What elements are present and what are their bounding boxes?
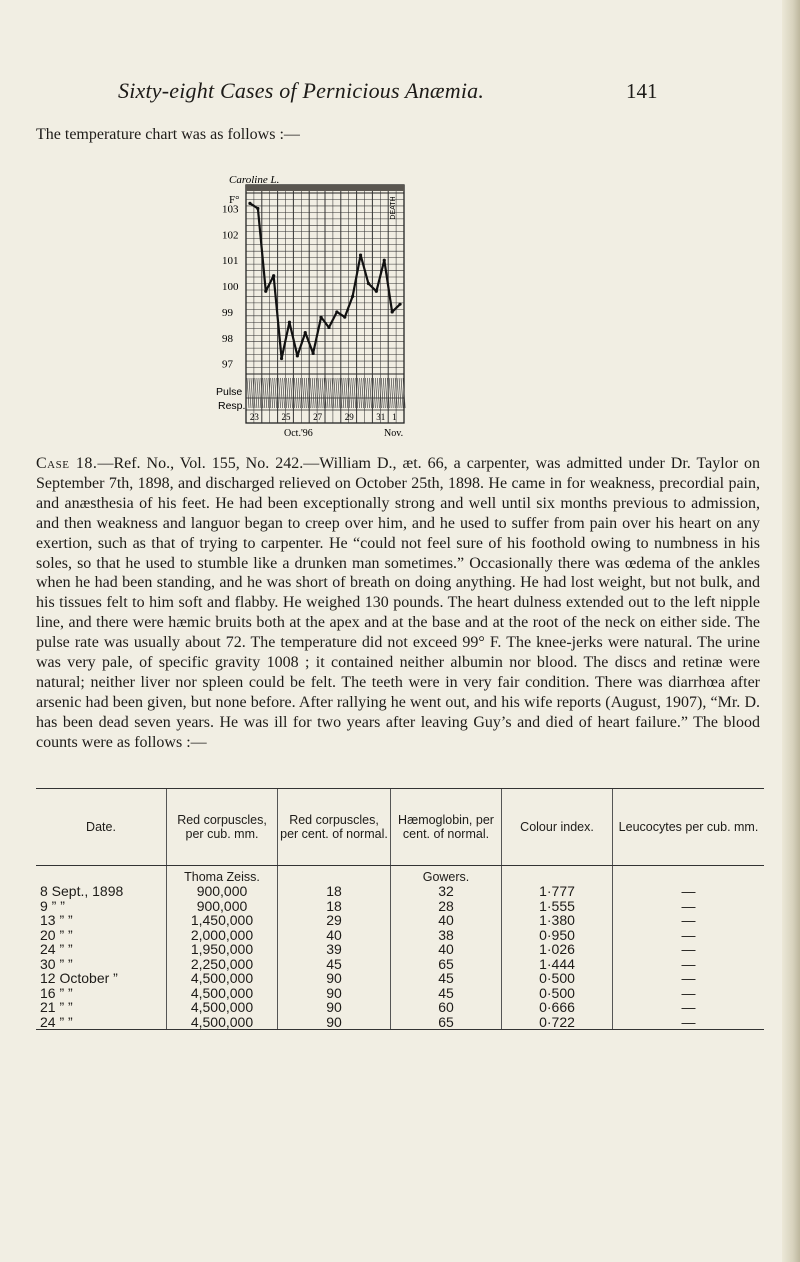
cell-haemoglobin: 28 <box>391 899 502 914</box>
cell-colour-index: 0·500 <box>502 986 613 1001</box>
pulse-resp-mark <box>249 378 251 408</box>
temperature-point <box>367 282 370 285</box>
header-date: Date. <box>36 789 167 866</box>
temperature-point <box>351 295 354 298</box>
resp-label: Resp. <box>218 400 246 412</box>
cell-date: 24 ” ” <box>36 1015 167 1030</box>
pulse-resp-mark <box>346 378 348 408</box>
cell-red-corpuscles: 900,000 <box>167 899 278 914</box>
pulse-resp-mark <box>377 378 379 408</box>
pulse-resp-mark <box>370 378 372 408</box>
cell-leucocytes: — <box>613 971 765 986</box>
pulse-resp-mark <box>257 378 259 408</box>
pulse-resp-mark <box>334 378 336 408</box>
pulse-resp-mark <box>289 378 291 408</box>
pulse-resp-mark <box>352 378 354 408</box>
sub-thoma: Thoma Zeiss. <box>167 866 278 885</box>
pulse-resp-mark <box>322 378 324 408</box>
temperature-point <box>398 303 401 306</box>
pulse-resp-mark <box>251 378 253 408</box>
cell-leucocytes: — <box>613 986 765 1001</box>
header-red-percent: Red corpuscles, per cent. of normal. <box>278 789 391 866</box>
pulse-resp-mark <box>389 378 391 408</box>
pulse-resp-mark <box>314 378 316 408</box>
date-label: 29 <box>344 412 354 422</box>
pulse-resp-mark <box>296 378 298 408</box>
cell-red-percent: 90 <box>278 971 391 986</box>
cell-red-corpuscles: 4,500,000 <box>167 1000 278 1015</box>
temperature-chart-area <box>0 0 800 500</box>
table-row <box>36 913 764 928</box>
cell-leucocytes: — <box>613 899 765 914</box>
cell-colour-index: 0·722 <box>502 1015 613 1030</box>
cell-haemoglobin: 38 <box>391 928 502 943</box>
cell-red-corpuscles: 4,500,000 <box>167 971 278 986</box>
pulse-resp-mark <box>336 378 338 408</box>
cell-red-corpuscles: 1,450,000 <box>167 913 278 928</box>
pulse-resp-mark <box>358 378 360 408</box>
pulse-resp-mark <box>318 378 320 408</box>
cell-colour-index: 1·026 <box>502 942 613 957</box>
cell-red-corpuscles: 1,950,000 <box>167 942 278 957</box>
table-row <box>36 957 764 972</box>
pulse-resp-mark <box>247 378 249 408</box>
cell-leucocytes: — <box>613 928 765 943</box>
pulse-resp-mark <box>271 378 273 408</box>
pulse-resp-mark <box>397 378 399 408</box>
pulse-resp-mark <box>328 378 330 408</box>
pulse-resp-mark <box>283 378 285 408</box>
cell-leucocytes: — <box>613 913 765 928</box>
pulse-resp-mark <box>375 378 377 408</box>
date-label: 31 <box>376 412 386 422</box>
temperature-point <box>359 253 362 256</box>
cell-red-percent: 90 <box>278 1000 391 1015</box>
y-tick-label: 103 <box>222 203 239 216</box>
month-label: Oct.'96 <box>284 428 313 439</box>
page-number: 141 <box>626 79 658 103</box>
cell-haemoglobin: 65 <box>391 1015 502 1030</box>
y-tick-label: 98 <box>222 332 233 345</box>
cell-red-percent: 90 <box>278 1015 391 1030</box>
pulse-resp-mark <box>302 378 304 408</box>
pulse-resp-mark <box>401 378 403 408</box>
pulse-resp-mark <box>275 378 277 408</box>
cell-colour-index: 1·777 <box>502 884 613 899</box>
cell-leucocytes: — <box>613 957 765 972</box>
chart-grid <box>246 185 405 423</box>
cell-haemoglobin: 45 <box>391 986 502 1001</box>
temperature-point <box>343 316 346 319</box>
case-description <box>36 454 760 753</box>
table-row <box>36 1000 764 1015</box>
cell-colour-index: 0·666 <box>502 1000 613 1015</box>
sub-red-percent <box>278 866 391 885</box>
cell-red-percent: 45 <box>278 957 391 972</box>
table-row <box>36 986 764 1001</box>
pulse-resp-mark <box>393 378 395 408</box>
cell-colour-index: 0·500 <box>502 971 613 986</box>
y-tick-label: 102 <box>222 229 239 242</box>
temperature-point <box>264 290 267 293</box>
temperature-point <box>335 310 338 313</box>
date-label: 23 <box>249 412 259 422</box>
temperature-point <box>375 290 378 293</box>
cell-date: 12 October ” <box>40 970 118 986</box>
temperature-point <box>272 274 275 277</box>
pulse-resp-mark <box>368 378 370 408</box>
cell-red-percent: 18 <box>278 899 391 914</box>
cell-red-corpuscles: 2,000,000 <box>167 928 278 943</box>
month-label: Nov. <box>384 428 404 439</box>
cell-date: 24 ” ” <box>40 941 73 957</box>
sub-colour <box>502 866 613 885</box>
temperature-point <box>248 202 251 205</box>
temperature-point <box>296 354 299 357</box>
pulse-label: Pulse <box>216 386 243 398</box>
cell-leucocytes: — <box>613 942 765 957</box>
pulse-resp-mark <box>304 378 306 408</box>
pulse-resp-mark <box>287 378 289 408</box>
header-red-corpuscles: Red corpuscles, per cub. mm. <box>167 789 278 866</box>
cell-date: 30 ” ” <box>40 955 73 972</box>
pulse-resp-mark <box>294 378 296 408</box>
table-row <box>36 971 764 986</box>
pulse-resp-mark <box>298 378 300 408</box>
pulse-resp-mark <box>373 378 375 408</box>
death-label: DEATH <box>390 196 397 220</box>
temperature-point <box>304 331 307 334</box>
sub-gowers: Gowers. <box>391 866 502 885</box>
cell-date: 8 Sept., 1898 <box>40 883 124 899</box>
cell-date: 16 ” ” <box>40 984 73 1001</box>
pulse-resp-mark <box>306 378 308 408</box>
cell-colour-index: 1·380 <box>502 913 613 928</box>
temperature-point <box>327 326 330 329</box>
pulse-resp-mark <box>281 378 283 408</box>
cell-colour-index: 0·950 <box>502 928 613 943</box>
pulse-resp-mark <box>267 378 269 408</box>
cell-leucocytes: — <box>613 1000 765 1015</box>
date-label: 27 <box>313 412 323 422</box>
cell-red-percent: 40 <box>278 928 391 943</box>
cell-date: 21 ” ” <box>40 999 73 1015</box>
cell-red-percent: 18 <box>278 884 391 899</box>
cell-leucocytes: — <box>613 884 765 899</box>
intro-sentence: The temperature chart was as follows :— <box>36 126 300 143</box>
pulse-resp-mark <box>350 378 352 408</box>
temperature-point <box>383 259 386 262</box>
blood-count-table <box>36 788 764 1030</box>
pulse-resp-mark <box>259 378 261 408</box>
pulse-resp-mark <box>263 378 265 408</box>
chart-author: Caroline L. <box>229 174 280 186</box>
cell-date: 20 ” ” <box>40 926 73 943</box>
pulse-resp-mark <box>265 378 267 408</box>
table-row <box>36 928 764 943</box>
cell-red-percent: 29 <box>278 913 391 928</box>
y-tick-label: 97 <box>222 358 233 371</box>
pulse-resp-mark <box>330 378 332 408</box>
pulse-resp-mark <box>354 378 356 408</box>
running-title: Sixty-eight Cases of Pernicious Anæmia. <box>118 78 485 103</box>
pulse-resp-mark <box>366 378 368 408</box>
pulse-resp-mark <box>360 378 362 408</box>
pulse-resp-mark <box>342 378 344 408</box>
case-label: Case 18. <box>36 455 98 472</box>
pulse-resp-mark <box>338 378 340 408</box>
y-unit-label: F° <box>229 194 240 206</box>
table-row <box>36 1015 764 1030</box>
pulse-resp-mark <box>344 378 346 408</box>
header-haemoglobin: Hæmoglobin, per cent. of normal. <box>391 789 502 866</box>
cell-haemoglobin: 40 <box>391 913 502 928</box>
cell-leucocytes: — <box>613 1015 765 1030</box>
header-colour-index: Colour index. <box>502 789 613 866</box>
pulse-resp-mark <box>326 378 328 408</box>
pulse-resp-mark <box>381 378 383 408</box>
cell-date: 13 ” ” <box>40 912 73 928</box>
cell-red-corpuscles: 4,500,000 <box>167 1015 278 1030</box>
table-row <box>36 899 764 914</box>
sub-date <box>36 866 167 885</box>
table-row <box>36 884 764 899</box>
cell-colour-index: 1·555 <box>502 899 613 914</box>
pulse-resp-mark <box>399 378 401 408</box>
date-label: 25 <box>281 412 291 422</box>
cell-red-corpuscles: 2,250,000 <box>167 957 278 972</box>
pulse-resp-mark <box>385 378 387 408</box>
table-subheader-row <box>36 866 764 885</box>
pulse-resp-mark <box>383 378 385 408</box>
sub-leucocytes <box>613 866 765 885</box>
pulse-resp-mark <box>312 378 314 408</box>
pulse-resp-mark <box>291 378 293 408</box>
pulse-resp-mark <box>279 378 281 408</box>
temperature-chart <box>0 0 800 500</box>
table-header-row <box>36 789 764 866</box>
pulse-resp-mark <box>362 378 364 408</box>
temperature-point <box>280 357 283 360</box>
cell-colour-index: 1·444 <box>502 957 613 972</box>
pulse-resp-mark <box>273 378 275 408</box>
cell-red-percent: 39 <box>278 942 391 957</box>
cell-date: 9 ” ” <box>40 897 65 914</box>
pulse-resp-mark <box>320 378 322 408</box>
table-body <box>36 866 764 1030</box>
cell-haemoglobin: 45 <box>391 971 502 986</box>
date-label: 1 <box>392 412 397 422</box>
cell-haemoglobin: 60 <box>391 1000 502 1015</box>
temperature-point <box>312 352 315 355</box>
temperature-point <box>319 316 322 319</box>
y-tick-label: 100 <box>222 281 239 294</box>
y-tick-label: 99 <box>222 306 233 319</box>
table-row <box>36 942 764 957</box>
cell-red-percent: 90 <box>278 986 391 1001</box>
cell-haemoglobin: 40 <box>391 942 502 957</box>
pulse-resp-mark <box>310 378 312 408</box>
cell-red-corpuscles: 900,000 <box>167 884 278 899</box>
temperature-point <box>256 207 259 210</box>
cell-haemoglobin: 65 <box>391 957 502 972</box>
case-body: —Ref. No., Vol. 155, No. 242.—William D., æt. 66, a carpenter, was admitted under Dr. Taylor on September 7th, 1898, and discharged relieved on October 25th, 1898. He came in for weakness, precordial pain, and anæsthesia of his feet. He had been exceptionally strong and well until six months previous to admission, and then weakness and languor began to creep over him, and he used to suffer from pain over his heart on any exertion, such as that of trying to carpenter. He “could not feel sure of his foothold owing to numbness in his soles, so that he used to stumble like a drunken man sometimes.” Occasionally there was œdema of the ankles when he had been standing, and he was short of breath on doing anything. He had lost weight, but not bulk, and his tissues felt to him soft and flabby. He weighed 130 pounds. The heart dulness extended out to the left nipple line, and there were hæmic bruits both at the apex and at the base and at the root of the neck on either side. The pulse rate was usually about 72. The temperature did not exceed 99° F. The knee-jerks were natural. The urine was very pale, of specific gravity 1008 ; it contained neither albumin nor blood. The discs and retinæ were natural; neither liver nor spleen could be felt. The teeth were in very fair condition. There was diarrhœa after arsenic had been given, but none before. After rallying he went out, and his wife reports (August, 1907), “Mr. D. has been dead seven years. He was ill for two years after leaving Guy’s and died of heart failure.” The blood counts were as follows :— <box>36 455 761 751</box>
y-tick-label: 101 <box>222 255 239 268</box>
temperature-point <box>288 321 291 324</box>
header-leucocytes: Leucocytes per cub. mm. <box>613 789 765 866</box>
cell-haemoglobin: 32 <box>391 884 502 899</box>
pulse-resp-mark <box>391 378 393 408</box>
temperature-point <box>391 310 394 313</box>
cell-red-corpuscles: 4,500,000 <box>167 986 278 1001</box>
pulse-resp-mark <box>255 378 257 408</box>
